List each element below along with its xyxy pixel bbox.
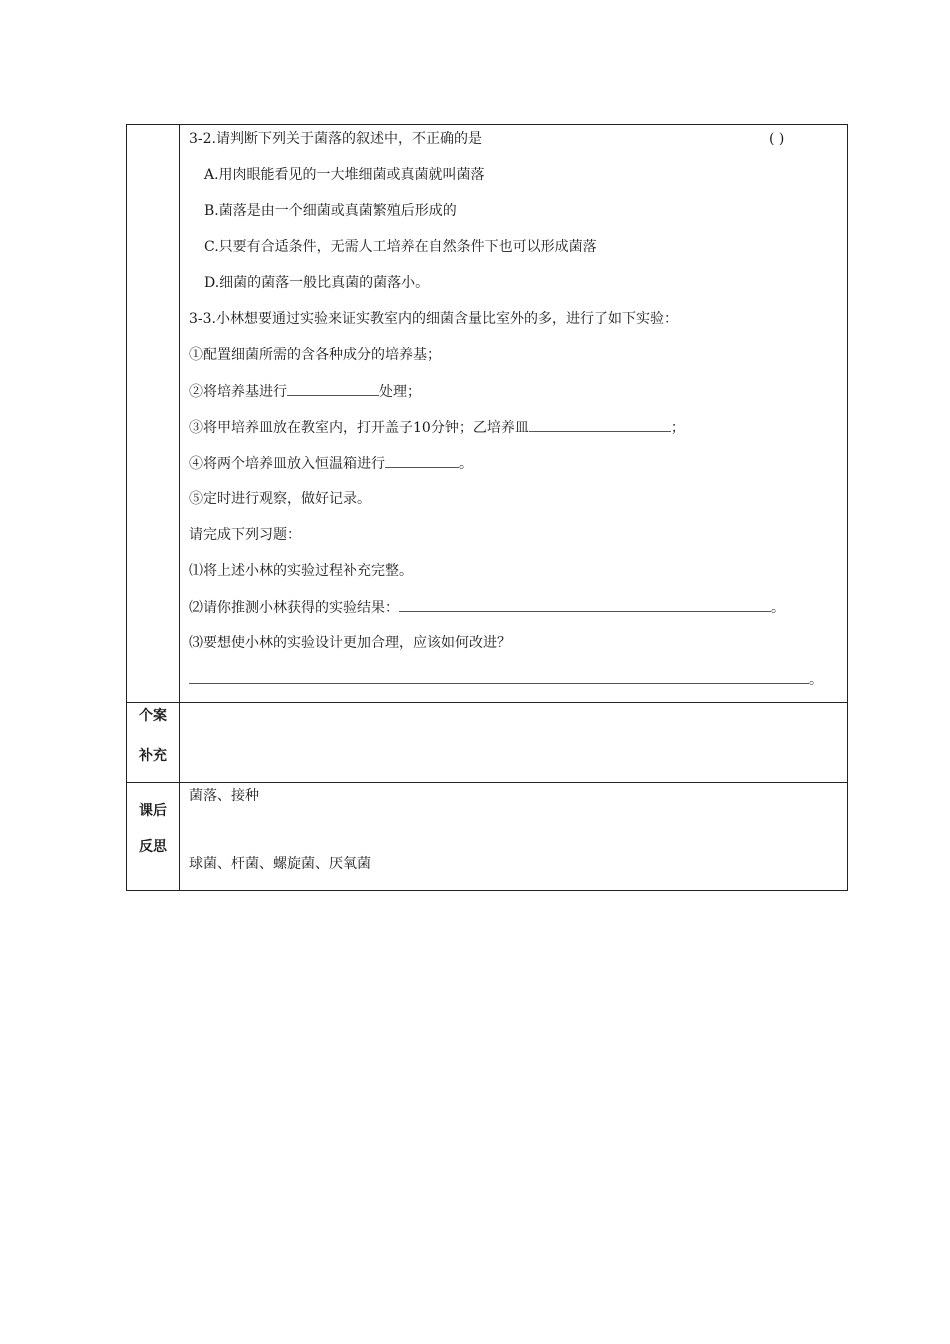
sub-question-2 (189, 597, 847, 633)
case-supplement-row (127, 702, 847, 782)
questions-content-cell (180, 125, 847, 702)
step-3-suffix: ； (670, 420, 685, 436)
step-3 (189, 417, 847, 453)
option-b: B.菌落是由一个细菌或真菌繁殖后形成的 (204, 203, 457, 219)
sub-question-2-text: ⑵请你推测小林获得的实验结果： (189, 600, 399, 616)
step-4-suffix: 。 (459, 456, 473, 472)
question-3-2-stem: 3-2.请判断下列关于菌落的叙述中，不正确的是 (189, 131, 482, 147)
reflection-label-line2: 反思 (139, 839, 167, 855)
sub-question-3-suffix: 。 (809, 672, 823, 688)
step-2 (189, 381, 847, 417)
questions-row (127, 125, 847, 702)
step-1: ①配置细菌所需的含各种成分的培养基； (189, 347, 441, 363)
case-supplement-label-line2: 补充 (139, 748, 167, 764)
reflection-label (127, 783, 180, 890)
option-a: A.用肉眼能看见的一大堆细菌或真菌就叫菌落 (204, 167, 485, 183)
reflection-content (180, 783, 847, 890)
reflection-label-line1: 课后 (139, 803, 167, 819)
question-3-2-stem-line (189, 129, 847, 165)
case-supplement-label-line1: 个案 (139, 708, 167, 724)
step-4 (189, 453, 847, 489)
option-d: D.细菌的菌落一般比真菌的菌落小。 (204, 275, 430, 291)
case-supplement-content[interactable] (180, 703, 847, 782)
step-4-blank[interactable] (385, 453, 459, 468)
step-2-suffix: 处理； (379, 384, 421, 400)
step-5: ⑤定时进行观察，做好记录。 (189, 491, 371, 507)
worksheet-table (126, 124, 848, 891)
reflection-line-1: 菌落、接种 (189, 788, 259, 804)
sub-question-3-blank[interactable] (189, 669, 809, 684)
question-3-3-stem: 3-3.小林想要通过实验来证实教室内的细菌含量比室外的多，进行了如下实验： (189, 311, 678, 327)
step-4-text: ④将两个培养皿放入恒温箱进行 (189, 456, 385, 472)
reflection-line-2: 球菌、杆菌、螺旋菌、厌氧菌 (189, 856, 371, 872)
instruction: 请完成下列习题： (189, 527, 301, 543)
sub-question-3: ⑶要想使小林的实验设计更加合理，应该如何改进？ (189, 635, 511, 651)
sub-question-2-suffix: 。 (771, 600, 785, 616)
case-supplement-label (127, 703, 180, 782)
reflection-row (127, 782, 847, 890)
questions-label-cell (127, 125, 180, 702)
sub-question-1: ⑴将上述小林的实验过程补充完整。 (189, 563, 413, 579)
option-c: C.只要有合适条件，无需人工培养在自然条件下也可以形成菌落 (204, 239, 597, 255)
step-3-blank[interactable] (529, 417, 671, 432)
step-2-blank[interactable] (287, 381, 379, 396)
step-3-text: ③将甲培养皿放在教室内，打开盖子10分钟；乙培养皿 (189, 420, 529, 436)
answer-parentheses: ( ) (769, 131, 785, 147)
sub-question-3-answer (189, 669, 847, 705)
step-2-text: ②将培养基进行 (189, 384, 287, 400)
sub-question-2-blank[interactable] (399, 597, 771, 612)
